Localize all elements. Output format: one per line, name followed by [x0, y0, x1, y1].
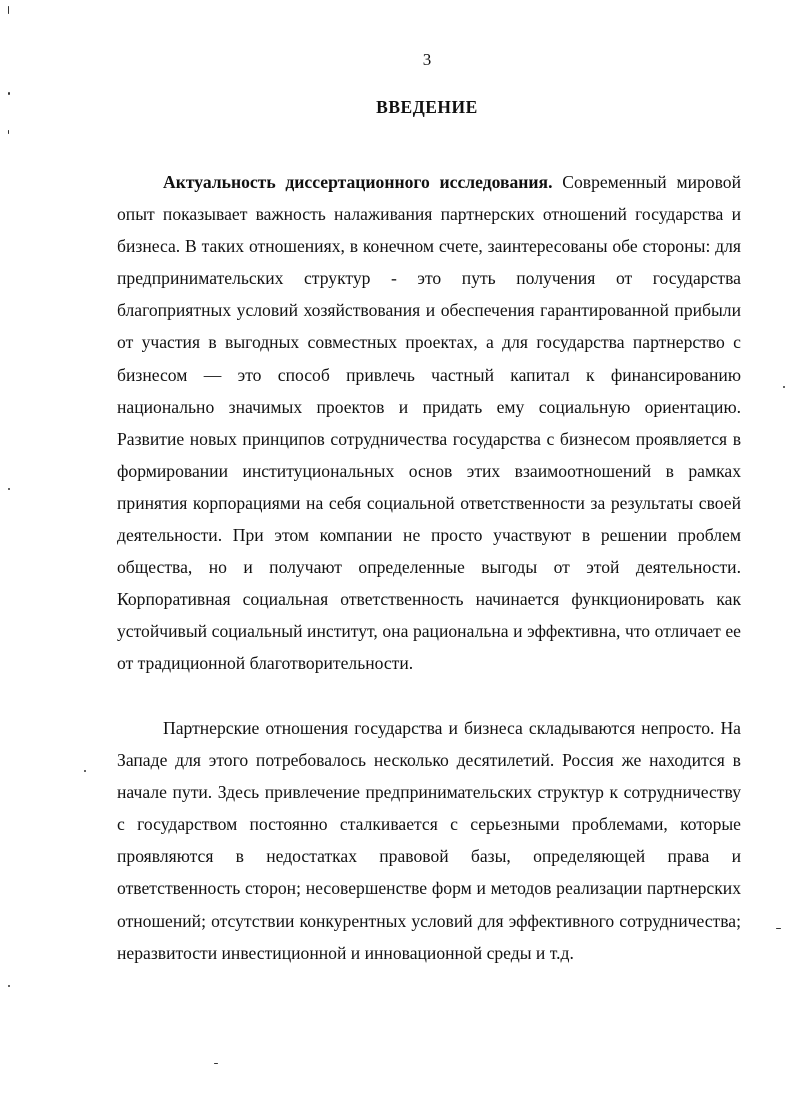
scan-speck — [8, 985, 10, 987]
paragraph-partnership — [117, 712, 741, 969]
paragraph-text: Современный мировой опыт показывает важность налаживания партнерских отношений государства и бизнеса. В таких отношениях, в конечном счете, заинтересованы обе стороны: для предпринимательских структур - это путь получения от государства благоприятных условий хозяйствования и обеспечения гарантированной прибыли от участия в выгодных совместных проектах, а для государства партнерство с бизнесом — это способ привлечь частный капитал к финансированию национально значимых проектов и придать ему социальную ориентацию. Развитие новых принципов сотрудничества государства с бизнесом проявляется в формировании институциональных основ этих взаимоотношений в рамках принятия корпорациями на себя социальной ответственности за результаты своей деятельности. При этом компании не просто участвуют в решении проблем общества, но и получают определенные выгоды от этой деятельности. Корпоративная социальная ответственность начинается функционировать как устойчивый социальный институт, она рациональна и эффективна, что отличает ее от традиционной благотворительности. — [117, 172, 741, 674]
scan-speck — [776, 928, 781, 929]
paragraph-text: Партнерские отношения государства и бизнеса складываются непросто. На Западе для этого потребовалось несколько десятилетий. Россия же находится в начале пути. Здесь привлечение предпринимательских структур к сотрудничеству с государством постоянно сталкивается с серьезными проблемами, которые проявляются в недостатках правовой базы, определяющей права и ответственность сторон; несовершенстве форм и методов реализации партнерских отношений; отсутствии конкурентных условий для эффективного сотрудничества; неразвитости инвестиционной и инновационной среды и т.д. — [117, 718, 741, 963]
scan-speck — [8, 488, 10, 490]
paragraph-lead: Актуальность диссертационного исследования. — [163, 172, 553, 192]
paragraph-actuality — [117, 166, 741, 680]
section-heading: ВВЕДЕНИЕ — [376, 97, 478, 117]
scan-speck — [214, 1063, 218, 1064]
scan-speck — [8, 6, 9, 14]
scan-speck — [8, 130, 9, 134]
scan-speck — [783, 386, 785, 388]
scan-speck — [8, 92, 10, 95]
page-number: 3 — [422, 50, 432, 69]
scan-speck — [84, 770, 86, 772]
